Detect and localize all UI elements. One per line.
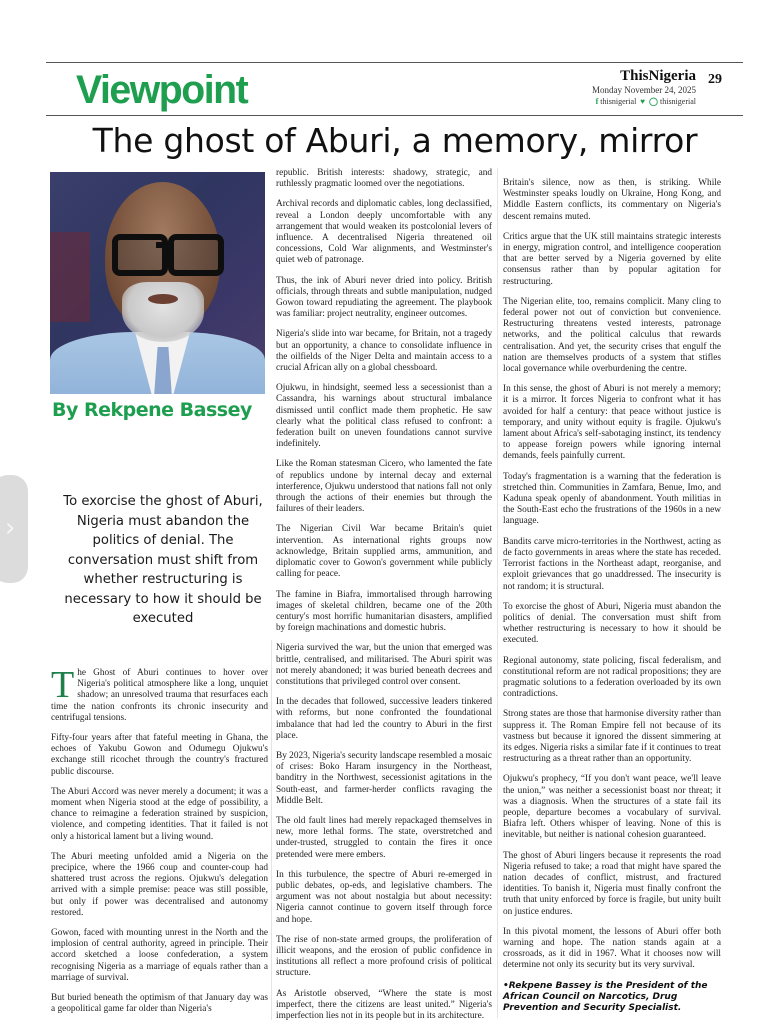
headline: The ghost of Aburi, a memory, mirror [92, 121, 698, 160]
paragraph: The ghost of Aburi lingers because it represents the road Nigeria refused to take; a road that might have spared the nation decades of conflict, mistrust, and fractured identities. To banish it, Nigeria must finally confront the truth that unity enforced by force is fragile, but unity built on justice endures. [503, 850, 721, 917]
paragraph: Nigeria survived the war, but the union that emerged was brittle, centralised, and militarised. The Aburi spirit was not merely abandoned; it was buried beneath decrees and constitutions that privileged control over consent. [276, 643, 492, 687]
drop-cap: T [51, 664, 75, 706]
paragraph: The Aburi Accord was never merely a document; it was a moment when Nigeria stood at the edge of possibility, a chance to reimagine a federation strained by suspicion, violence, and competing identities. That it failed is not only a historical lament but a living wound. [51, 786, 268, 842]
paragraph: Bandits carve micro-territories in the Northwest, acting as de facto governments in areas where the state has receded. Terrorist factions in the Northeast adapt, reorganise, and exploit grievances that go unaddressed. The insecurity is not random; it is structural. [503, 536, 721, 592]
byline: By Rekpene Bassey [52, 399, 252, 421]
top-rule [46, 62, 743, 63]
article-column-3 [503, 178, 721, 1023]
header-rule [46, 115, 743, 116]
paragraph: The famine in Biafra, immortalised through harrowing images of skeletal children, became one of the 20th century's most horrific humanitarian disasters, amplified by foreign machinations and domestic hubris. [276, 589, 492, 634]
paper-date: Monday November 24, 2025 [592, 85, 696, 95]
paragraph: In this sense, the ghost of Aburi is not merely a memory; it is a mirror. It forces Nigeria to confront what it has avoided for half a century: that peace without justice is temporary, and unity without equity is fragile. Ojukwu's lament about Africa's self-sabotaging instinct, its tendency to appease foreign powers while ignoring internal demands, feels painfully current. [503, 384, 721, 462]
page-number: 29 [708, 72, 722, 87]
article-column-1 [51, 664, 268, 1024]
chevron-right-icon: › [5, 513, 16, 543]
twitter-icon: ♥ [640, 97, 646, 106]
paragraph: The rise of non-state armed groups, the proliferation of illicit weapons, and the erosion of public confidence in institutions all reflect a more profound crisis of political structure. [276, 934, 492, 979]
paragraph: In the decades that followed, successive leaders tinkered with reforms, but none confronted the foundational imbalance that had led the country to Aburi in the first place. [276, 697, 492, 741]
paragraph: By 2023, Nigeria's security landscape resembled a mosaic of crises: Boko Haram insurgency in the Northeast, banditry in the Northwest, secessionist agitations in the South-east, and farmer-herder conflicts ravaging the Middle Belt. [276, 750, 492, 806]
paragraph: The Ghost of Aburi continues to hover over Nigeria's political atmosphere like a long, unquiet shadow; an unresolved trauma that resurfaces each time the nation confronts its chronic insecurity and centrifugal tensions. [51, 664, 268, 723]
paragraph: Today's fragmentation is a warning that the federation is stretched thin. Communities in Zamfara, Benue, Imo, and Kaduna speak openly of abandonment. Youth militias in the South-East echo the frustrations of the 1960s in a new language. [503, 471, 721, 527]
paragraph: Thus, the ink of Aburi never dried into policy. British officials, through threats and subtle manipulation, nudged Gowon toward repudiating the agreement. The playbook was familiar: project neutrality, engineer outcomes. [276, 275, 492, 320]
paragraph: Strong states are those that harmonise diversity rather than suppress it. The Roman Empire fell not because of its vastness but because it ignored the dissent simmering at its edges. Nigeria risks a similar fate if it continues to treat restructuring as a threat rather than an opportunity. [503, 709, 721, 765]
paragraph: Regional autonomy, state policing, fiscal federalism, and constitutional reform are not radical propositions; they are pragmatic solutions to a federation overloaded by its own contradictions. [503, 655, 721, 700]
article-column-2 [276, 168, 492, 1031]
author-photo [50, 172, 265, 394]
paragraph: In this turbulence, the spectre of Aburi re-emerged in public debates, op-eds, and legislative chambers. The argument was not about nostalgia but about necessity: Nigeria cannot continue to govern itself through force and hope. [276, 869, 492, 925]
paragraph: Like the Roman statesman Cicero, who lamented the fate of republics undone by internal decay and external interference, Ojukwu understood that nations fall not only through the actions of their enemies but through the failures of their leaders. [276, 459, 492, 515]
next-page-button[interactable] [0, 475, 28, 583]
instagram-icon: ◯ [649, 97, 658, 106]
paragraph: But buried beneath the optimism of that January day was a geopolitical game far older than Nigeria's [51, 993, 268, 1015]
paragraph: Critics argue that the UK still maintains strategic interests in energy, migration control, and intelligence cooperation that are better served by a Nigeria governed by elite consensus rather than by popular agitation for restructuring. [503, 231, 721, 287]
paragraph: The Nigerian elite, too, remains complicit. Many cling to federal power not out of conviction but convenience. Restructuring threatens vested interests, patronage networks, and the political calculus that rewards centralisation. And yet, the security crises that engulf the nation are themselves products of a system that stifles local governance while overburdening the centre. [503, 296, 721, 375]
paragraph: Nigeria's slide into war became, for Britain, not a tragedy but an opportunity, a chance to consolidate influence in the oilfields of the Niger Delta and maintain access to a crucial African ally on a global chessboard. [276, 329, 492, 374]
section-title: Viewpoint [76, 68, 248, 112]
paragraph: Ojukwu's prophecy, “If you don't want peace, we'll leave the union,” was neither a secessionist boast nor threat; it was a diagnosis. When the structures of a state fail its people, departure becomes a vocabulary of survival. Biafra left. Others whisper of leaving. None of this is inevitable, but neither is national cohesion guaranteed. [503, 774, 721, 841]
facebook-icon: f [595, 97, 599, 106]
paragraph: republic. British interests: shadowy, strategic, and ruthlessly pragmatic loomed over the negotiations. [276, 168, 492, 190]
paragraph: Gowon, faced with mounting unrest in the North and the implosion of central authority, agreed in principle. Their accord sketched a loose confederation, a system recognising Nigeria as a marriage of equals rather than a marriage of survival. [51, 928, 268, 983]
social-handles [592, 96, 696, 107]
author-bio: •Rekpene Bassey is the President of the African Council on Narcotics, Drug Prevention and Security Specialist. [503, 980, 708, 1013]
paragraph: The Aburi meeting unfolded amid a Nigeria on the precipice, where the 1966 coup and counter-coup had shattered trust across the regions. Ojukwu's delegation arrived with a simple premise: peace was still possible, but only if power was decentralised and autonomy restored. [51, 851, 268, 918]
column-divider [497, 168, 498, 1018]
paragraph: The old fault lines had merely repackaged themselves in new, more lethal forms. The state, overstretched and under-trusted, struggled to contain the fires it once pretended were mere embers. [276, 815, 492, 860]
paragraph: Britain's silence, now as then, is striking. While Westminster speaks loudly on Ukraine, Hong Kong, and Middle Eastern conflicts, its commentary on Nigeria's descent remains muted. [503, 178, 721, 222]
paragraph: Ojukwu, in hindsight, seemed less a secessionist than a Cassandra, his warnings about structural imbalance dismissed until conflict made them prophetic. He saw clearly what the political class refused to confront: a federation built on uneven foundations cannot survive indefinitely. [276, 383, 492, 450]
paragraph: Archival records and diplomatic cables, long declassified, reveal a London deeply uncomfortable with any arrangement that would weaken its postcolonial levers of influence. A decentralised Nigeria threatened oil concessions, Cold War alignments, and Westminster's quiet web of patronage. [276, 199, 492, 266]
facebook-handle: thisnigerial [600, 97, 637, 106]
paper-name: ThisNigeria [620, 68, 696, 84]
paragraph: Fifty-four years after that fateful meeting in Ghana, the echoes of Yakubu Gowon and Odumegu Ojukwu's exchange still ricochet through the country's fractured public discourse. [51, 733, 268, 777]
paragraph: The Nigerian Civil War became Britain's quiet intervention. As international rights groups now acknowledge, Britain supplied arms, ammunition, and diplomatic cover to Gowon's government while publicly calling for peace. [276, 524, 492, 580]
paragraph: To exorcise the ghost of Aburi, Nigeria must abandon the politics of denial. The conversation must shift from whether restructuring is necessary to how it should be executed. [503, 601, 721, 646]
paper-meta [592, 68, 696, 107]
pull-quote: To exorcise the ghost of Aburi, Nigeria must abandon the politics of denial. The conversation must shift from whether restructuring is necessary to how it should be executed [63, 494, 263, 626]
instagram-handle: thisnigerial [660, 97, 696, 106]
paragraph: In this pivotal moment, the lessons of Aburi offer both warning and hope. The nation stands again at a crossroads, as it did in 1967. What it chooses now will determine not only its security but its very survival. [503, 926, 721, 971]
column-divider [271, 640, 272, 1020]
paragraph: As Aristotle observed, “Where the state is most imperfect, there the citizens are least united.” Nigeria's imperfection lies not in its people but in its architecture. [276, 988, 492, 1021]
